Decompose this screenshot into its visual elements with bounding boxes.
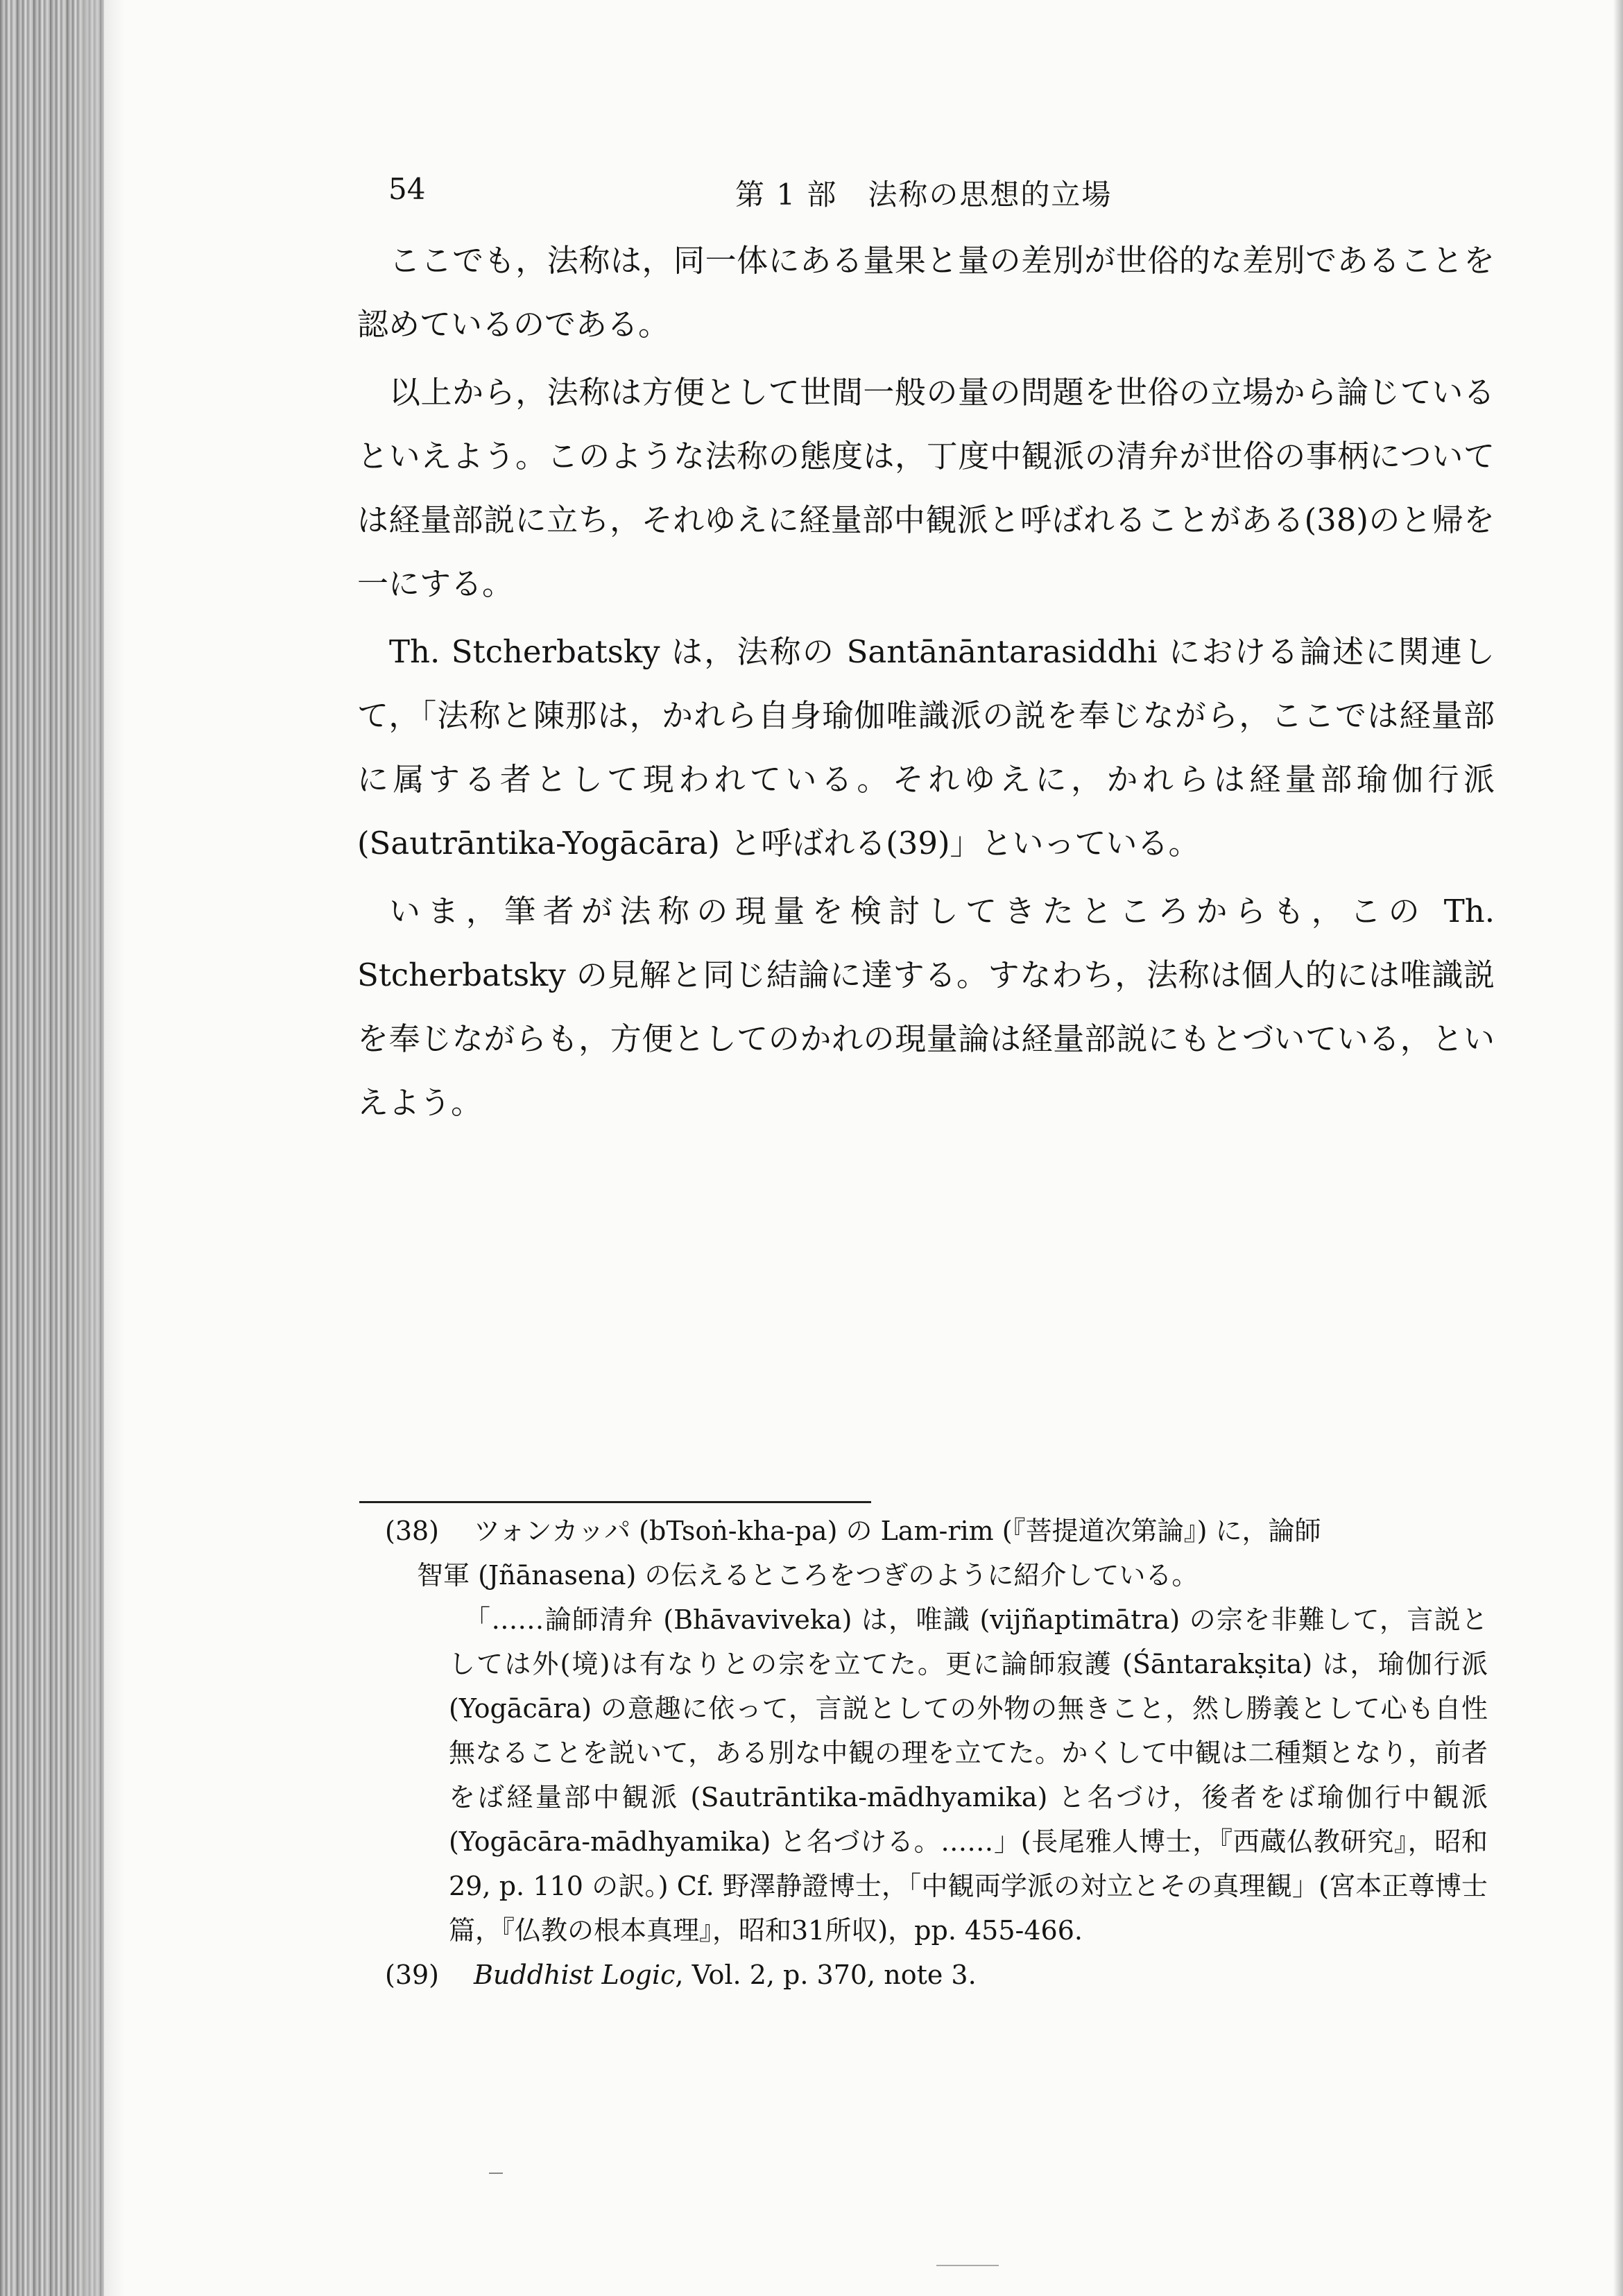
footnote-text: ツォンカッパ (bTsoṅ-kha-pa) の Lam-rim (『菩提道次第論』) に，論師	[474, 1516, 1321, 1546]
main-text	[357, 229, 1495, 1139]
paragraph: ここでも，法称は，同一体にある量果と量の差別が世俗的な差別であることを認めているのである。	[357, 242, 1495, 343]
footnote-39	[385, 1953, 1488, 1997]
running-header	[388, 172, 1498, 221]
footnote-number: (38)	[385, 1516, 440, 1546]
footnote-38	[385, 1509, 1488, 1553]
paragraph: Th. Stcherbatsky は，法称の Santānāntarasiddhi における論述に関連して，「法称と陳那は，かれら自身瑜伽唯識派の説を奉じながら，ここでは経量部に属する者として現われている。それゆえに，かれらは経量部瑜伽行派 (Sautrāntika-Yogācāra) と呼ばれる(39)」といっている。	[357, 633, 1495, 862]
paragraph: いま，筆者が法称の現量を検討してきたところからも，この Th. Stcherbatsky の見解と同じ結論に達する。すなわち，法称は個人的には唯識説を奉じながらも，方便としてのかれの現量論は経量部説にもとづいている，といえよう。	[357, 893, 1495, 1121]
footnote-text	[474, 1953, 1488, 1997]
footnotes	[385, 1509, 1488, 1997]
footnote-number: (39)	[385, 1960, 440, 1990]
footnote-text-continued: 智軍 (Jñānasena) の伝えるところをつぎのように紹介している。	[417, 1560, 1199, 1591]
paragraph: 以上から，法称は方便として世間一般の量の問題を世俗の立場から論じているといえよう。このような法称の態度は，丁度中観派の清弁が世俗の事柄については経量部説に立ち，それゆえに経量部中観派と呼ばれることがある(38)のと帰を一にする。	[357, 374, 1495, 602]
binding-fade	[83, 0, 125, 2296]
footnote-divider	[359, 1501, 871, 1503]
scan-speck	[936, 2265, 999, 2266]
scan-speck	[489, 2173, 503, 2174]
running-title: 第 1 部 法称の思想的立場	[735, 178, 1113, 212]
page-right-edge	[1613, 0, 1623, 2296]
cited-title: Buddhist Logic	[474, 1960, 676, 1990]
citation-details: , Vol. 2, p. 370, note 3.	[675, 1960, 977, 1990]
page-number: 54	[388, 172, 426, 206]
footnote-quotation: 「……論師清弁 (Bhāvaviveka) は，唯識 (vijñaptimātra) の宗を非難して，言説としては外(境)は有なりとの宗を立てた。更に論師寂護 (Śāntarakṣita) は，瑜伽行派 (Yogācāra) の意趣に依って，言説としての外物の無きこと，然し勝義として心も自性無なることを説いて，ある別な中観の理を立てた。かくして中観は二種類となり，前者をば経量部中観派 (Sautrāntika-mādhyamika) と名づけ，後者をば瑜伽行中観派 (Yogācāra-mādhyamika) と名づける。……」(長尾雅人博士，『西蔵仏教研究』，昭和29, p. 110 の訳。) Cf. 野澤静證博士，「中観両学派の対立とその真理観」(宮本正尊博士篇，『仏教の根本真理』，昭和31所収)，pp. 455-466.	[449, 1604, 1488, 1946]
